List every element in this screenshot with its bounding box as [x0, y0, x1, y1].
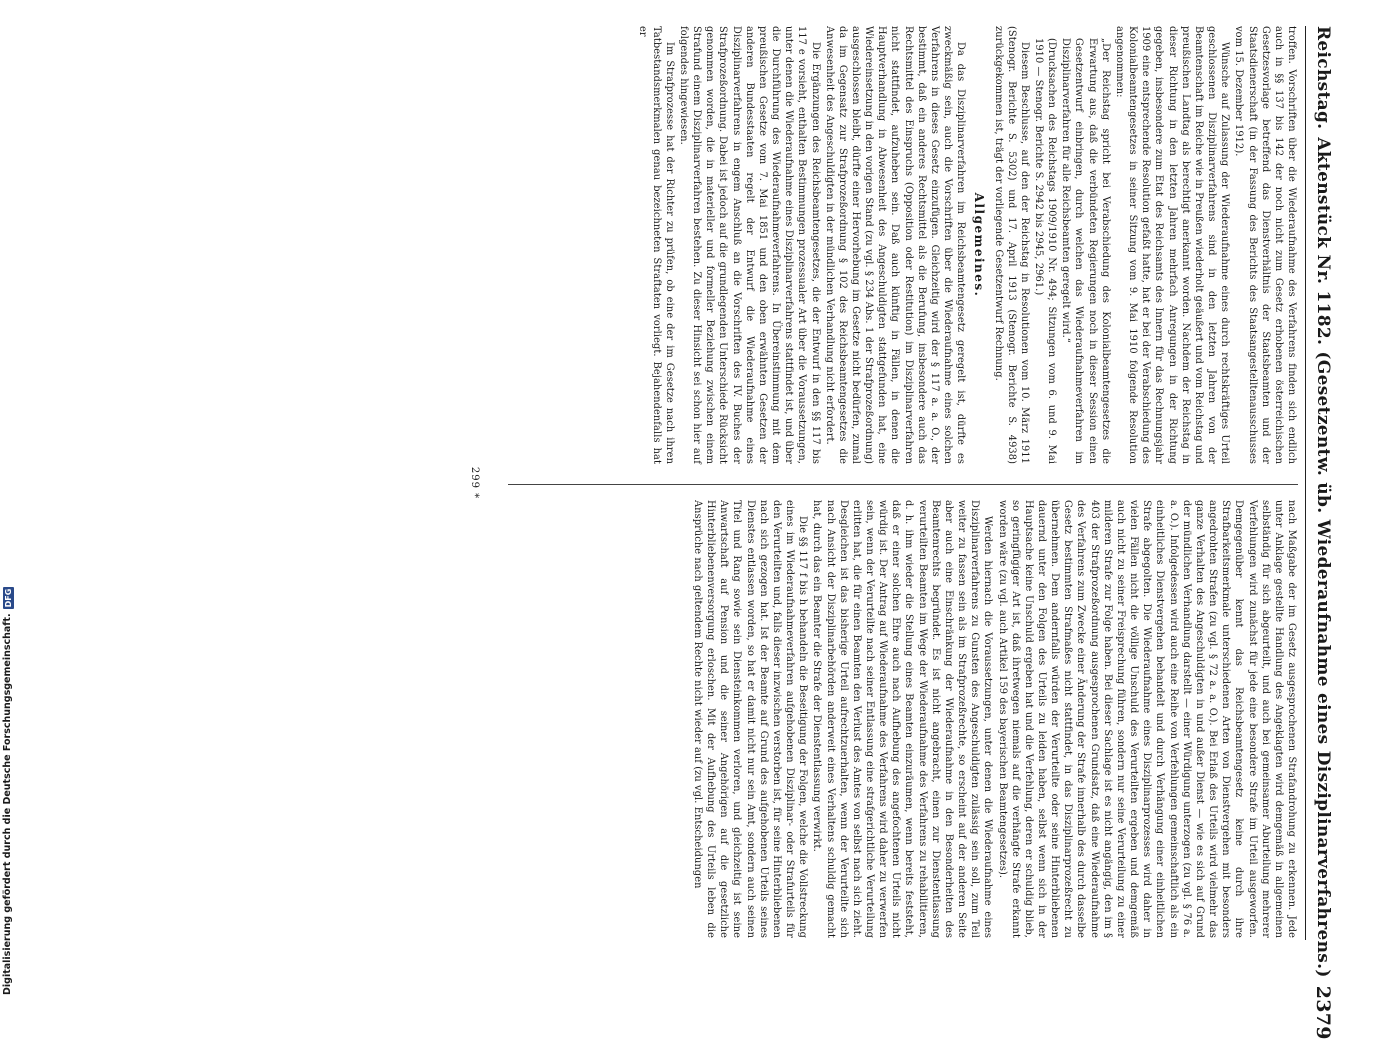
dfg-logo[interactable]: DFG [3, 588, 13, 608]
resolution-citation: (Drucksachen des Reichstags 1909/1910 Nr. 494; Sitzungen vom 6. und 9. Mai 1910 — Stenogr. Berichte S. 2942 bis 2945, 2961.) [1033, 38, 1058, 464]
digitization-credit [2, 588, 14, 995]
resolution-quote: „Der Reichstag spricht bei Verabschiedung des Kolonialbeamtengesetzes die Erwartung aus, daß die verbündeten Regierungen noch in dieser Session einen Gesetzentwurf einbringen, durch welchen das Wiederaufnahmeverfahren im Disziplinarverfahren für alle Reichsbeamten geregelt wird.“ [1060, 38, 1111, 464]
right-column [690, 500, 1298, 938]
section-heading: Allgemeines. [972, 192, 987, 298]
document-page [80, 18, 1338, 1040]
column-divider [508, 484, 1298, 485]
paragraph: nach Maßgabe der im Gesetz ausgesprochenen Strafandrohung zu erkennen. Jede unter Anklage gestellte Handlung des Angeklagten wird demgemäß in allgemeinen selbständig für sich abgeurteilt, und auch bei gemeinsamer Aburteilung mehrerer Verfehlungen wird zunächst für jede eine besondere Strafe im Urteil ausgeworfen. Demgegenüber kennt das Reichsbeamtengesetz keine durch ihre Strafbarkeitsmerkmale unterschiedenen Arten von Dienstvergehen mit besonders angedrohten Strafen (zu vgl. § 72 a. a. O.). Bei Erlaß des Urteils wird vielmehr das ganze Verhalten des Angeschuldigten in und außer Dienst — wie es sich auf Grund der mündlichen Verhandlung darstellt — einer Würdigung unterzogen (zu vgl. § 76 a. a. O.). Infolgedessen wird auch eine Reihe von Verfehlungen gemeinschaftlich als ein einheitliches Dienstvergehen behandelt und durch Verhängung einer einheitlichen Strafe abgegolten. Die Wiederaufnahme eines Disziplinarprozesses wird daher in vielen Fällen nicht die völlige Unschuld des Verurteilten ergeben und demgemäß auch nicht zu seiner Freisprechung führen, sondern nur seine Verurteilung zu einer milderen Strafe zur Folge haben. Bei dieser Sachlage ist es nicht angängig, den im § 403 der Strafprozeßordnung ausgesprochenen Grundsatz, daß eine Wiederaufnahme des Verfahrens zum Zwecke einer Änderung der Strafe innerhalb des durch dasselbe Gesetz bestimmten Strafmaßes nicht stattfindet, in das Disziplinarprozeßrecht zu übernehmen. Dem andernfalls würden der Verurteilte oder seine Hinterbliebenen dauernd unter den Folgen des Urteils zu leiden haben, selbst wenn sich in der Hauptsache keine Unschuld ergeben hat und die Verfehlung, deren er schuldig blieb, so geringfügiger Art ist, daß ihretwegen niemals auf die verhängte Strafe erkannt worden wäre (zu vgl. auch Artikel 159 des bayerischen Beamtengesetzes). [996, 500, 1297, 938]
left-column [635, 26, 1298, 464]
paragraph: Im Strafprozesse hat der Richter zu prüfen, ob eine der im Gesetze nach ihren Tatbestandsmerkmalen genau bezeichneten Straftaten vorliegt. Bejahendenfalls hat er [637, 26, 675, 464]
paragraph: Diesem Beschlusse, auf den der Reichstag in Resolutionen vom 10. März 1911 (Stenogr. Berichte S. 5302) und 17. April 1913 (Stenogr. Berichte S. 4938) zurückgekommen ist, trägt der vorliegende Gesetzentwurf Rechnung. [992, 26, 1030, 464]
paragraph: Die §§ 117 f bis h behandeln die Beseitigung der Folgen, welche die Vollstreckung eines im Wiederaufnahmeverfahren aufgehobenen Disziplinar- oder Strafurteils für den Verurteilten und, falls dieser inzwischen verstorben ist, für seine Hinterbliebenen nach sich gezogen hat. Ist der Beamte auf Grund des aufgehobenen Urteils seines Dienstes entlassen worden, so hat er damit nicht nur sein Amt, sondern auch seinen Titel und Rang sowie sein Diensteinkommen verloren, und gleichzeitig ist seine Anwartschaft auf Pension und die seiner Angehörigen auf die gesetzliche Hinterbliebenenversorgung erloschen. Mit der Aufhebung des Urteils leben die Ansprüche nach geltendem Rechte nicht wieder auf (zu vgl. Entscheidungen [691, 500, 809, 938]
paragraph: Die Ergänzungen des Reichsbeamtengesetzes, die der Entwurf in den §§ 117 bis 117 e vorsieht, enthalten Bestimmungen prozessualer Art über die Voraussetzungen, unter denen die Wiederaufnahme eines Disziplinarverfahrens stattfindet ist, und über die Durchführung des Wiederaufnahmeverfahrens. In Übereinstimmung mit dem preußischen Gesetze vom 7. Mai 1851 und den oben erwähnten Gesetzen der anderen Bundesstaaten regelt der Entwurf die Wiederaufnahme eines Disziplinarverfahrens in engem Anschluß an die Vorschriften des IV. Buches der Strafprozeßordnung. Dabei ist jedoch auf die grundlegenden Unterschiede Rücksicht genommen worden, die in materieller und formeller Beziehung zwischen einem Strafund einem Disziplinarverfahren bestehen. Zu dieser Hinsicht sei schon hier auf folgendes hingewiesen. [677, 26, 821, 464]
paragraph: troffen. Vorschriften über die Wiederaufnahme des Verfahrens finden sich endlich auch in §§ 137 bis 142 der noch nicht zum Gesetz erhobenen österreichischen Gesetzesvorlage betreffend das Dienstverhältnis der Staatsbeamten und der Staatsdienerschaft (in der Fassung des Berichts des Staatsangestelltenausschusses vom 15. Dezember 1912). [1233, 26, 1297, 464]
paragraph: Wünsche auf Zulassung der Wiederaufnahme eines durch rechtskräftiges Urteil geschlossenen Disziplinarverfahrens sind in den letzten Jahren von der Beamtenschaft im Reiche wie in Preußen wiederholt geäußert und vom Reichstag und preußischen Landtag als berechtigt anerkannt worden. Nachdem der Reichstag in dieser Richtung in den letzten Jahren mehrfach Anregungen in der Richtung gegeben, insbesondere zum Etat des Reichsamts des Innern für das Rechnungsjahr 1909 eine entsprechende Resolution gefaßt hatte, hat er bei der Verabschiedung des Kolonialbeamtengesetzes in seiner Sitzung vom 9. Mai 1910 folgende Resolution angenommen: [1113, 26, 1231, 464]
page-number: 2379 [1312, 985, 1334, 1040]
digitization-credit-text: Digitalisierung gefördert durch die Deutsche Forschungsgemeinschaft. [2, 613, 13, 995]
paragraph: Da das Disziplinarverfahren im Reichsbeamtengesetz geregelt ist, dürfte es zweckmäßig sein, auch die Vorschriften über die Wiederaufnahme eines solchen Verfahrens in dieses Gesetz einzufügen. Gleichzeitig wird der § 117 a. a. O., der bestimmt, daß ein anderes Rechtsmittel als die Berufung, insbesondere auch das Rechtsmittel des Einspruchs (Opposition oder Restitution) im Disziplinarverfahren nicht stattfindet, aufzuheben sein. Daß auch künftig in Fällen, in denen die Hauptverhandlung in Abwesenheit des Angeschuldigten stattgefunden hat, eine Wiedereinsetzung in den vorigen Stand (zu vgl. § 234 Abs. 1 der Strafprozeßordnung) ausgeschlossen bleibt, dürfte einer Hervorhebung im Gesetze nicht bedürfen, zumal da im Gegensatz zur Strafprozeßordnung § 102 des Reichsbeamtengesetzes die Anwesenheit des Angeschuldigten in der mündlichen Verhandlung nicht erfordert. [823, 26, 967, 464]
running-head [1308, 26, 1338, 1040]
signature-mark: 299 * [469, 466, 480, 500]
running-head-left: Reichstag. [1313, 26, 1333, 130]
header-rule [1305, 26, 1306, 940]
running-head-title: Aktenstück Nr. 1182. (Gesetzentw. üb. Wiederaufnahme eines Disziplinarverfahrens.) [1313, 137, 1333, 978]
paragraph: Werden hiernach die Voraussetzungen, unter denen die Wiederaufnahme eines Disziplinarverfahrens zu Gunsten des Angeschuldigten zulässig sein soll, zum Teil weiter zu fassen sein als im Strafprozeßrechte, so erscheint auf der anderen Seite aber auch eine Einschränkung der Wiederaufnahme in den Besonderheiten des Beamtenrechts begründet. Es ist nicht angebracht, einen zur Dienstentlassung verurteilten Beamten im Wege der Wiederaufnahme des Verfahrens zu rehabilitieren, d. h. ihm wieder die Stellung eines Beamten einzuräumen, wenn bereits feststeht, daß er einer solchen Ehre auch nach Aufhebung des angefochtenen Urteils nicht würdig ist. Der Antrag auf Wiederaufnahme des Verfahrens wird daher zu verwerfen sein, wenn der Verurteilte nach seiner Entlassung eine strafgerichtliche Verurteilung erlitten hat, die für einen Beamten den Verlust des Amtes von selbst nach sich zieht. Desgleichen ist das bisherige Urteil aufrechtzuerhalten, wenn der Verurteilte sich nach Ansicht der Disziplinarbehörden anderweit eines Verhaltens schuldig gemacht hat, durch das ein Beamter die Strafe der Dienstentlassung verwirkt. [811, 500, 994, 938]
